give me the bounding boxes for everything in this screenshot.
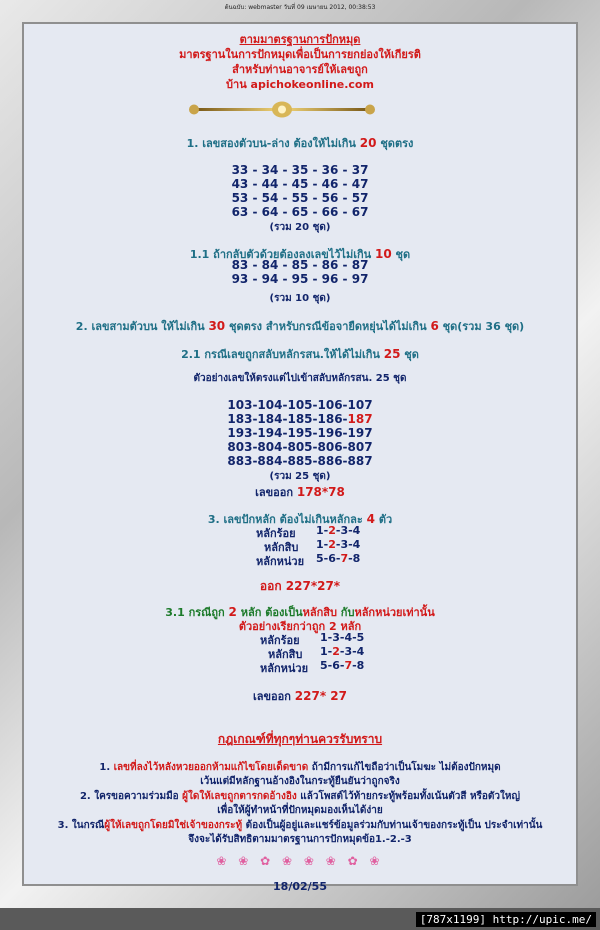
sec1-row-3: 53 - 54 - 55 - 56 - 57 xyxy=(231,191,369,205)
sec1-row-1: 33 - 34 - 35 - 36 - 37 xyxy=(231,163,369,177)
sec3-label-tens: หลักสิบ xyxy=(264,541,299,554)
sec3-label-units: หลักหน่วย xyxy=(256,555,305,568)
section-2-title: 2. เลขสามตัวบน ให้ไม่เกิน 30 ชุดตรง สำหรับกรณีข้อจายืดหยุ่นได้ไม่เกิน 6 ชุด(รวม 36 ชุด) xyxy=(75,319,525,333)
rule-1-line-1: 1. เลขที่ลงไว้หลังหวยออกห้ามแก้ไขโดยเด็ดขาด ถ้ามีการแก้ไขถือว่าเป็นโมฆะ ไม่ต้องปักหมุด xyxy=(99,762,501,773)
sec31-label-hundreds: หลักร้อย xyxy=(260,634,300,647)
sec11-total: (รวม 10 ชุด) xyxy=(269,293,331,304)
sec31-val-hundreds: 1-3-4-5 xyxy=(320,631,365,644)
rule-1-line-2: เว้นแต่มีหลักฐานอ้างอิงในกระทู้ยืนยันว่าถูกจริง xyxy=(200,776,400,787)
sec3-label-hundreds: หลักร้อย xyxy=(256,527,296,540)
post-meta: ต้นฉบับ: webmaster วันที่ 09 เมษายน 2012, 00:38:53 xyxy=(224,4,376,11)
post-date: 18/02/55 xyxy=(273,880,327,893)
sec21-example: ตัวอย่างเลขให้ตรงแต่ไปเข้าสลับหลักรสน. 25 ชุด xyxy=(193,373,407,384)
header-line-1: ตามมาตรฐานการปักหมุด xyxy=(239,33,361,46)
content-panel xyxy=(22,22,578,893)
rule-2-line-1: 2. ใครขอความร่วมมือ ผู้ใดให้เลขถูกตารกดอ้างอิง แล้วโพสต์ไว้ท้ายกระทู้พร้อมทั้งเน้นตัวสี หรือตัวใหญ่ xyxy=(79,791,521,802)
sec11-row-2: 93 - 94 - 95 - 96 - 97 xyxy=(231,272,369,286)
sec3-val-hundreds: 1-2-3-4 xyxy=(316,524,361,537)
rule-2-line-2: เพื่อให้ผู้ทำหน้าที่ปักหมุดมองเห็นได้ง่าย xyxy=(217,805,383,816)
sec31-result: เลขออก 227* 27 xyxy=(253,689,347,703)
sec31-val-tens: 1-2-3-4 xyxy=(320,645,365,658)
rules-title: กฎเกณฑ์ที่ทุกๆท่านควรรับทราบ xyxy=(217,732,383,746)
sec11-row-1: 83 - 84 - 85 - 86 - 87 xyxy=(231,258,369,272)
sec3-val-tens: 1-2-3-4 xyxy=(316,538,361,551)
header-line-4: บ้าน apichokeonline.com xyxy=(226,78,374,91)
sec1-row-2: 43 - 44 - 45 - 46 - 47 xyxy=(231,177,369,191)
sec3-val-units: 5-6-7-8 xyxy=(316,552,361,565)
sec31-val-units: 5-6-7-8 xyxy=(320,659,365,672)
sec21-row-2: 183-184-185-186-187 xyxy=(227,412,373,426)
section-3-1-title: 3.1 กรณีถูก 2 หลัก ต้องเป็นหลักสิบ กับหลักหน่วยเท่านั้น xyxy=(165,605,435,619)
sec1-row-4: 63 - 64 - 65 - 66 - 67 xyxy=(231,205,369,219)
sec21-row-1: 103-104-105-106-107 xyxy=(227,398,373,412)
sec31-label-units: หลักหน่วย xyxy=(260,662,309,675)
sec21-total: (รวม 25 ชุด) xyxy=(269,471,331,482)
header-line-2: มาตรฐานในการปักหมุดเพื่อเป็นการยกย่องให้เกียรติ xyxy=(179,48,421,61)
divider-ornament-icon xyxy=(182,96,382,124)
sec3-result: ออก 227*27* xyxy=(259,579,341,593)
section-1-1-title: 1.1 ถ้ากลับตัวด้วยต้องลงเลขไว้ไม่เกิน 10 ชุด xyxy=(189,247,411,261)
rule-3-line-2: จึงจะได้รับสิทธิตามมาตรฐานการปักหมุดข้อ1.-2.-3 xyxy=(188,834,412,845)
section-1-title: 1. เลขสองตัวบน-ล่าง ต้องให้ไม่เกิน 20 ชุดตรง xyxy=(186,136,414,150)
sec21-row-5: 883-884-885-886-887 xyxy=(227,454,373,468)
sec1-total: (รวม 20 ชุด) xyxy=(269,222,331,233)
sec21-row-4: 803-804-805-806-807 xyxy=(227,440,373,454)
sec21-row-3: 193-194-195-196-197 xyxy=(227,426,373,440)
image-host-badge: [787x1199] http://upic.me/ xyxy=(416,912,596,927)
header-line-3: สำหรับท่านอาจารย์ให้เลขถูก xyxy=(232,63,368,76)
sec21-result: เลขออก 178*78 xyxy=(255,485,345,499)
sec31-example: ตัวอย่างเรียกว่าถูก 2 หลัก xyxy=(238,620,362,633)
rule-3-line-1: 3. ในกรณีผู้ให้เลขถูกโดยมิใช่เจ้าของกระทู้ ต้องเป็นผู้อยู่และแชร์ข้อมูลร่วมกับท่านเจ้าของกระทู้เป็น ประจำเท่านั้น xyxy=(57,820,543,831)
section-2-1-title: 2.1 กรณีเลขถูกสลับหลักรสน.ให้ได้ไม่เกิน 25 ชุด xyxy=(181,347,419,361)
section-3-title: 3. เลขปักหลัก ต้องไม่เกินหลักละ 4 ตัว xyxy=(207,512,393,526)
sec31-label-tens: หลักสิบ xyxy=(268,648,303,661)
flower-decoration-icon: ❀ ❀ ✿ ❀ ❀ ❀ ✿ ❀ xyxy=(216,854,384,868)
